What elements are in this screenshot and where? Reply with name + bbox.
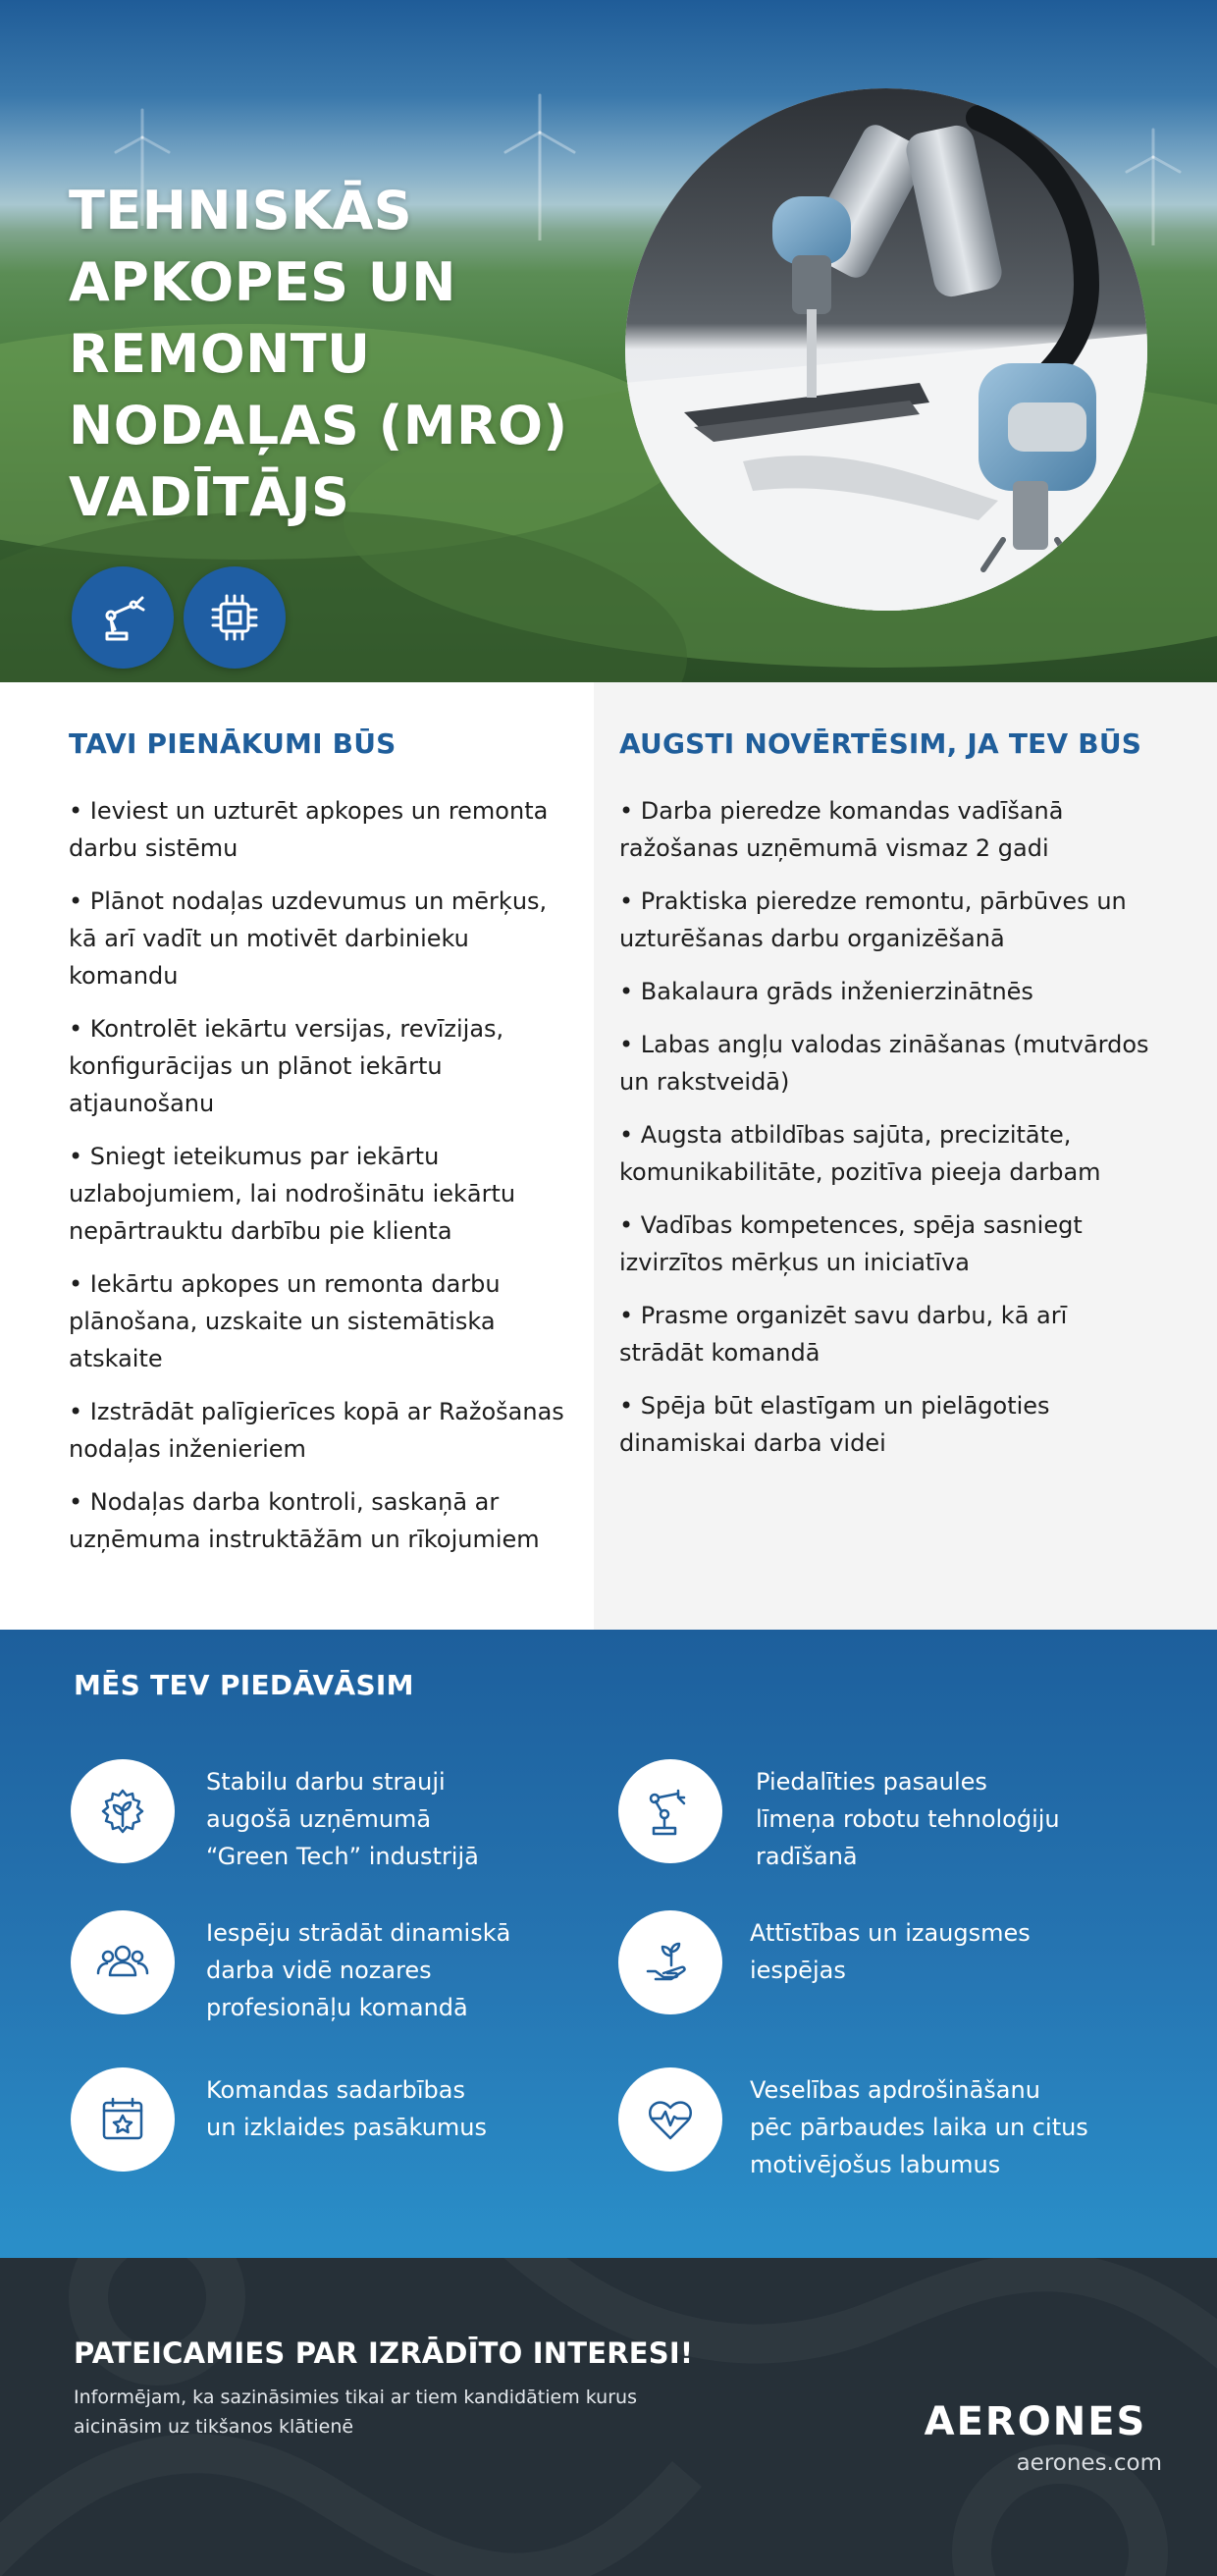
list-item: • Iekārtu apkopes un remonta darbu plānošana, uzskaite un sistemātiska atskaite [69,1270,501,1372]
offer-text-line: iespējas [750,1957,846,1984]
responsibilities-heading: TAVI PIENĀKUMI BŪS [69,727,397,760]
page-title [69,175,618,533]
offer-text-line: profesionāļu komandā [206,1994,468,2021]
contact-notice-line: Informējam, ka sazināsimies tikai ar tiem kandidātiem kurus [74,2387,637,2408]
website-link[interactable]: aerones.com [1016,2450,1162,2476]
offer-text-line: Piedalīties pasaules [756,1768,987,1796]
title-line: REMONTU [69,323,371,385]
list-item: • Praktiska pieredze remontu, pārbūves un uzturēšanas darbu organizēšanā [619,887,1127,952]
plant-gear-icon [94,1783,151,1840]
list-item: • Sniegt ieteikumus par iekārtu uzlabojumiem, lai nodrošinātu iekārtu nepārtrauktu darbību pie klienta [69,1143,516,1245]
list-item: • Spēja būt elastīgam un pielāgoties dinamiskai darba videi [619,1392,1050,1457]
offer-item [71,2067,542,2185]
growth-hand-icon [642,1934,699,1991]
thank-you-heading: PATEICAMIES PAR IZRĀDĪTO INTERESI! [74,2336,694,2370]
offer-text-line: Veselības apdrošināšanu [750,2076,1040,2104]
list-item: • Prasme organizēt savu darbu, kā arī strādāt komandā [619,1302,1068,1367]
offer-text-line: “Green Tech” industrijā [206,1843,479,1870]
offer-text-line: motivējošus labumus [750,2151,1001,2178]
offer-text [206,1914,569,2026]
robot-arm-badge [72,566,174,669]
team-icon [94,1934,151,1991]
list-item: • Vadības kompetences, spēja sasniegt izvirzītos mērķus un iniciatīva [619,1211,1083,1276]
offer-icon-circle [71,2067,175,2172]
offer-text-line: radīšanā [756,1843,858,1870]
robot-arm-icon [642,1783,699,1840]
contact-notice [74,2383,682,2442]
aerones-logo [908,2397,1163,2442]
offer-section [0,1630,1217,2258]
requirements-list [619,792,1149,1477]
offer-text [206,1763,569,1875]
footer [0,2258,1217,2576]
title-line: NODAĻAS (MRO) [69,395,568,456]
offer-text-line: Attīstības un izaugsmes [750,1919,1031,1947]
list-item: • Labas angļu valodas zināšanas (mutvārdos un rakstveidā) [619,1031,1149,1096]
offer-text [750,2071,1113,2183]
calendar-star-icon [94,2091,151,2148]
logo-wordmark: AERONES [924,2399,1147,2442]
robot-arm-icon [93,588,152,647]
microchip-icon [205,588,264,647]
microchip-badge [184,566,286,669]
title-line: VADĪTĀJS [69,466,350,528]
list-item: • Bakalaura grāds inženierzinātnēs [619,978,1033,1005]
offer-text [206,2071,569,2146]
wind-turbine-icon [1109,128,1197,245]
list-item: • Augsta atbildības sajūta, precizitāte, komunikabilitāte, pozitīva pieeja darbam [619,1121,1101,1186]
robotic-arm-illustration [625,88,1147,611]
offer-item [71,1910,542,2028]
title-line: TEHNISKĀS [69,180,413,242]
offer-item [618,1759,1148,1877]
offer-text-line: darba vidē nozares [206,1957,432,1984]
list-item: • Nodaļas darba kontroli, saskaņā ar uzņēmuma instruktāžām un rīkojumiem [69,1488,540,1553]
list-item: • Plānot nodaļas uzdevumus un mērķus, kā arī vadīt un motivēt darbinieku komandu [69,887,548,990]
list-item: • Ieviest un uzturēt apkopes un remonta darbu sistēmu [69,797,549,862]
requirements-heading: AUGSTI NOVĒRTĒSIM, JA TEV BŪS [619,727,1142,760]
requirements-column [594,682,1217,1630]
offer-heading: MĒS TEV PIEDĀVĀSIM [74,1669,414,1701]
job-details [0,682,1217,1630]
offer-text-line: līmeņa robotu tehnoloģiju [756,1805,1060,1833]
list-item: • Darba pieredze komandas vadīšanā ražošanas uzņēmumā vismaz 2 gadi [619,797,1064,862]
title-line: APKOPES UN [69,251,456,313]
robotic-arm-photo [625,88,1147,611]
offer-text-line: Iespēju strādāt dinamiskā [206,1919,511,1947]
responsibilities-list [69,792,579,1574]
offer-text [756,1763,1119,1875]
offer-item [71,1759,542,1877]
offer-text-line: Komandas sadarbības [206,2076,465,2104]
offer-text [750,1914,1113,1989]
offer-icon-circle [618,2067,722,2172]
list-item: • Kontrolēt iekārtu versijas, revīzijas, konfigurācijas un plānot iekārtu atjaunošanu [69,1015,504,1117]
offer-text-line: pēc pārbaudes laika un citus [750,2114,1088,2141]
offer-icon-circle [618,1759,722,1863]
offer-text-line: un izklaides pasākumus [206,2114,488,2141]
responsibilities-column [0,682,594,1630]
heart-pulse-icon [642,2091,699,2148]
offer-icon-circle [71,1759,175,1863]
offer-icon-circle [71,1910,175,2014]
offer-text-line: Stabilu darbu strauji [206,1768,446,1796]
offer-item [618,1910,1148,2028]
hero-banner [0,0,1217,682]
list-item: • Izstrādāt palīgierīces kopā ar Ražošanas nodaļas inženieriem [69,1398,564,1463]
offer-item [618,2067,1148,2185]
offer-text-line: augošā uzņēmumā [206,1805,432,1833]
contact-notice-line: aicināsim uz tikšanos klātienē [74,2416,354,2438]
offer-icon-circle [618,1910,722,2014]
